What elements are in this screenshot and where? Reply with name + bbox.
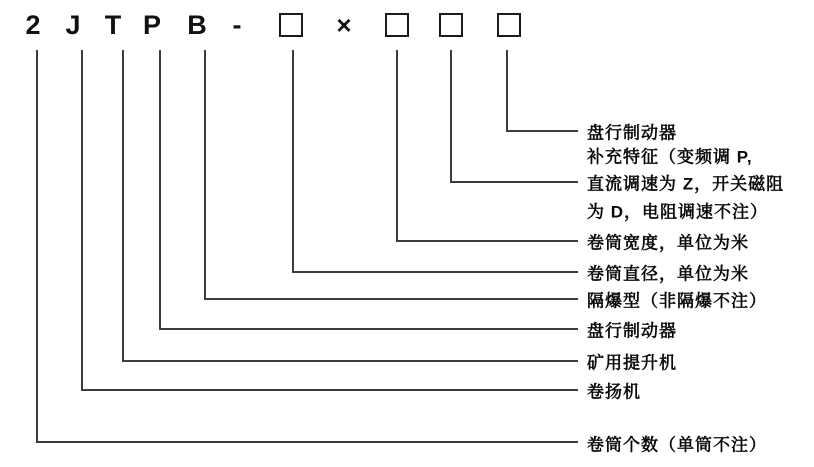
connector-vline-disc-brake-top xyxy=(506,50,508,132)
label-supplementary-line1: 补充特征（变频调 P, xyxy=(587,147,753,167)
connector-hline-drum-width xyxy=(396,240,578,242)
multiply-icon: × xyxy=(336,10,352,40)
drum-width-box xyxy=(385,13,409,37)
label-drum-width: 卷筒宽度，单位为米 xyxy=(587,233,749,253)
label-drum-diameter: 卷筒直径，单位为米 xyxy=(587,264,749,284)
connector-hline-disc-brake-top xyxy=(506,130,578,132)
connector-hline-supplementary xyxy=(450,181,578,183)
code-char-t: T xyxy=(104,10,122,40)
code-char-2: 2 xyxy=(25,10,41,40)
connector-hline-drum-diameter xyxy=(292,271,578,273)
connector-vline-winch xyxy=(81,50,83,391)
connector-hline-winch xyxy=(81,389,578,391)
code-char-hyphen: - xyxy=(232,10,242,40)
connector-vline-supplementary xyxy=(450,50,452,183)
label-drum-count: 卷筒个数（单筒不注） xyxy=(587,435,767,455)
code-char-j: J xyxy=(65,10,81,40)
connector-hline-mine-hoist xyxy=(122,360,578,362)
label-disc-brake-top: 盘行制动器 xyxy=(587,123,677,143)
connector-vline-disc-brake xyxy=(159,50,161,330)
label-winch: 卷扬机 xyxy=(587,382,641,402)
connector-vline-drum-count xyxy=(36,50,38,443)
label-supplementary-line2: 直流调速为 Z，开关磁阻 xyxy=(587,174,785,194)
label-disc-brake: 盘行制动器 xyxy=(587,321,677,341)
connector-vline-drum-diameter xyxy=(292,50,294,273)
connector-vline-drum-width xyxy=(396,50,398,242)
drum-diameter-box xyxy=(279,13,303,37)
connector-hline-disc-brake xyxy=(159,328,578,330)
connector-vline-mine-hoist xyxy=(122,50,124,362)
connector-vline-explosion-proof xyxy=(204,50,206,300)
connector-hline-explosion-proof xyxy=(204,298,578,300)
code-char-b: B xyxy=(187,10,207,40)
connector-hline-drum-count xyxy=(36,441,578,443)
code-char-p: P xyxy=(142,10,161,40)
label-supplementary-line3: 为 D，电阻调速不注） xyxy=(587,202,768,222)
supplementary-feature-box xyxy=(439,13,463,37)
disc-brake-box xyxy=(497,13,521,37)
label-explosion-proof: 隔爆型（非隔爆不注） xyxy=(587,291,767,311)
label-mine-hoist: 矿用提升机 xyxy=(587,353,677,373)
